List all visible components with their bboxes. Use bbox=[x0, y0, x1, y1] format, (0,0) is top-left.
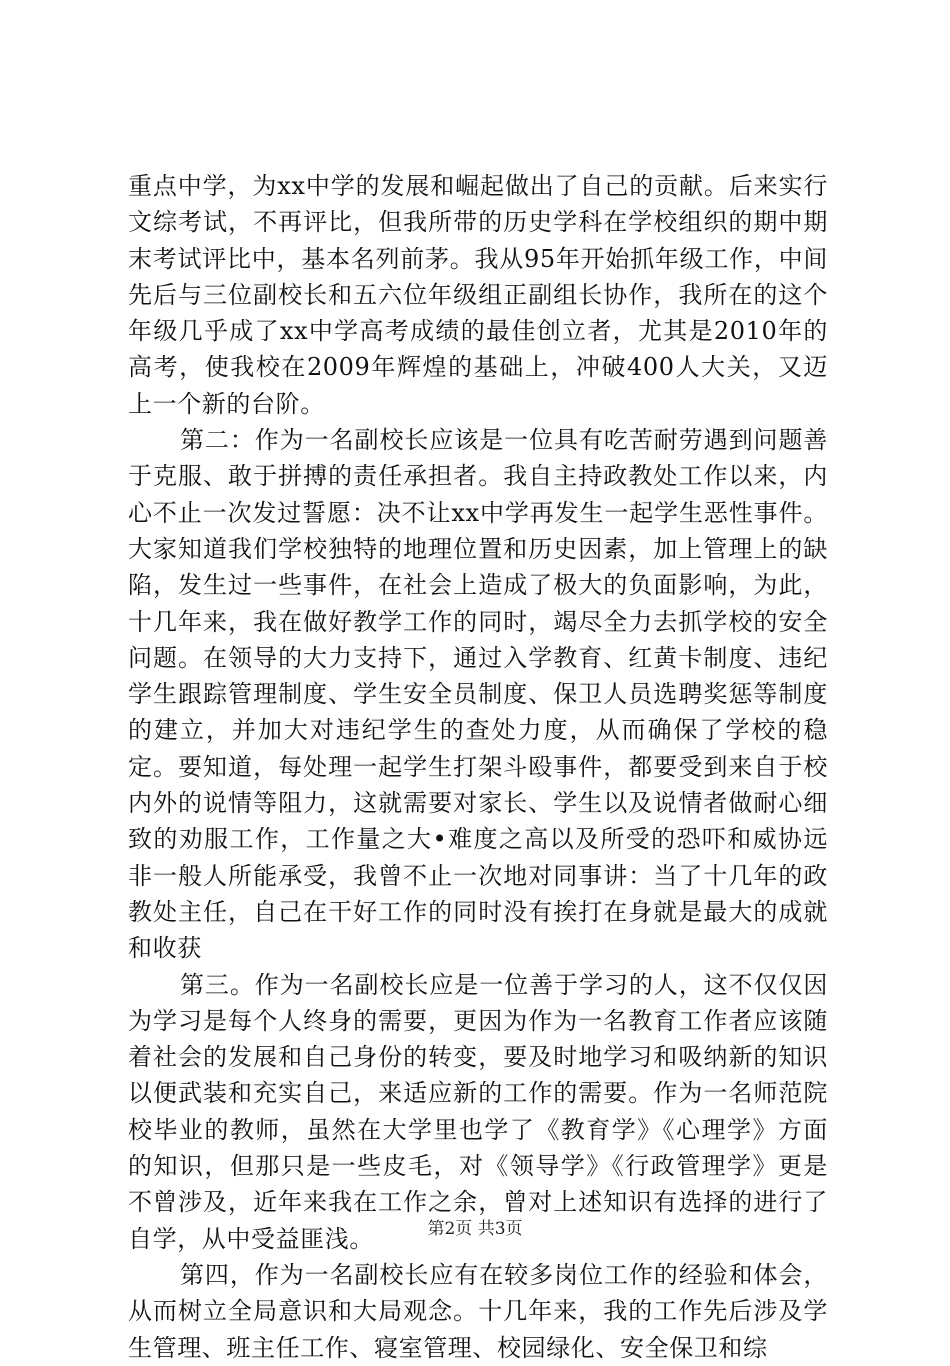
document-body bbox=[128, 168, 828, 1366]
paragraph-2: 第二：作为一名副校长应该是一位具有吃苦耐劳遇到问题善于克服、敢于拼搏的责任承担者。我自主持政教处工作以来，内心不止一次发过誓愿：决不让xx中学再发生一起学生恶性事件。大家知道我们学校独特的地理位置和历史因素，加上管理上的缺陷，发生过一些事件，在社会上造成了极大的负面影响，为此，十几年来，我在做好教学工作的同时，竭尽全力去抓学校的安全问题。在领导的大力支持下，通过入学教育、红黄卡制度、违纪学生跟踪管理制度、学生安全员制度、保卫人员选聘奖惩等制度的建立，并加大对违纪学生的查处力度，从而确保了学校的稳定。要知道，每处理一起学生打架斗殴事件，都要受到来自于校内外的说情等阻力，这就需要对家长、学生以及说情者做耐心细致的劝服工作，工作量之大•难度之高以及所受的恐吓和威协远非一般人所能承受，我曾不止一次地对同事讲：当了十几年的政教处主任，自己在干好工作的同时没有挨打在身就是最大的成就和收获 bbox=[128, 426, 828, 963]
page-number-footer: 第2页 共3页 bbox=[427, 1219, 523, 1239]
paragraph-4: 第四，作为一名副校长应有在较多岗位工作的经验和体会，从而树立全局意识和大局观念。十几年来，我的工作先后涉及学生管理、班主任工作、寝室管理、校园绿化、安全保卫和综 bbox=[128, 1260, 828, 1362]
paragraph-1: 重点中学，为xx中学的发展和崛起做出了自己的贡献。后来实行文综考试，不再评比，但我所带的历史学科在学校组织的期中期末考试评比中，基本名列前茅。我从95年开始抓年级工作，中间先后与三位副校长和五六位年级组正副组长协作，我所在的这个年级几乎成了xx中学高考成绩的最佳创立者，尤其是2010年的高考，使我校在2009年辉煌的基础上，冲破400人大关，又迈上一个新的台阶。 bbox=[128, 172, 828, 418]
paragraph-3: 第三。作为一名副校长应是一位善于学习的人，这不仅仅因为学习是每个人终身的需要，更因为作为一名教育工作者应该随着社会的发展和自己身份的转变，要及时地学习和吸纳新的知识以便武装和充实自己，来适应新的工作的需要。作为一名师范院校毕业的教师，虽然在大学里也学了《教育学》《心理学》方面的知识，但那只是一些皮毛，对《领导学》《行政管理学》更是不曾涉及，近年来我在工作之余，曾对上述知识有选择的进行了自学，从中受益匪浅。 bbox=[128, 970, 828, 1253]
